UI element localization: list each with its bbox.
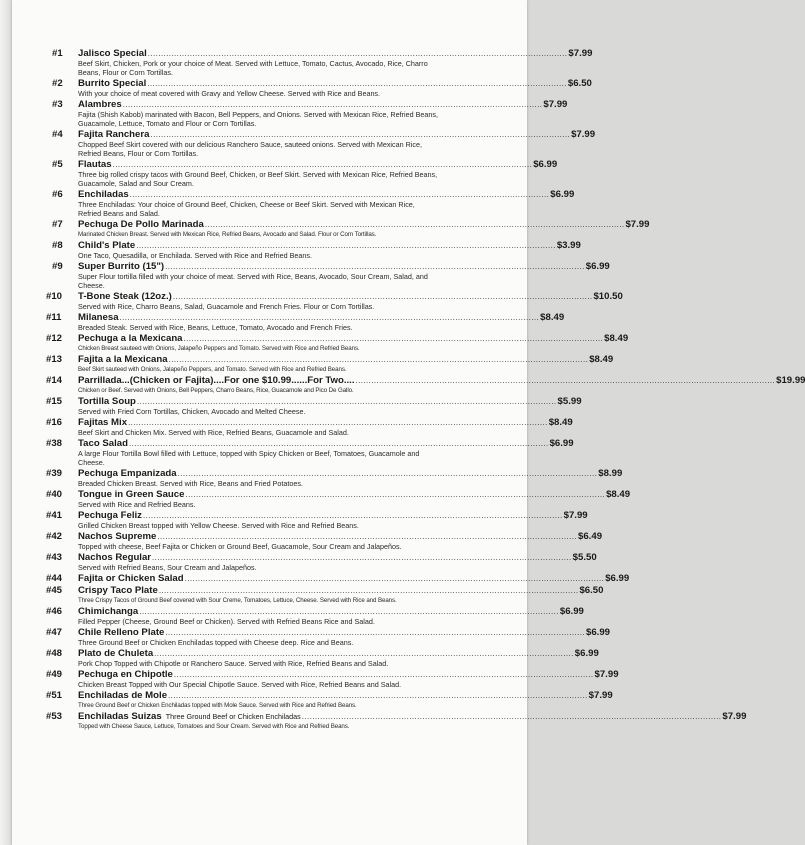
menu-item bbox=[52, 159, 558, 188]
dot-leader: ................................................................................................................................................................ bbox=[139, 607, 559, 616]
menu-item-header bbox=[46, 573, 630, 584]
item-price: $8.49 bbox=[548, 417, 573, 428]
item-name: Super Burrito (15") bbox=[78, 261, 165, 272]
dot-leader: ................................................................................................................................................................ bbox=[165, 628, 585, 637]
item-number: #13 bbox=[46, 354, 63, 365]
item-description: Topped with cheese, Beef Fajita or Chicken or Ground Beef, Guacamole, Sour Cream and Jalapeños. bbox=[78, 542, 402, 551]
menu-item bbox=[46, 627, 611, 647]
item-description: Chopped Beef Skirt covered with our delicious Ranchero Sauce, sauteed onions. Served with Mexican Rice, Refried Beans, Flour or Corn Tortillas. bbox=[78, 140, 422, 158]
item-price: $8.99 bbox=[598, 468, 623, 479]
item-number: #44 bbox=[46, 573, 63, 584]
menu-item-header bbox=[46, 489, 631, 500]
item-price: $6.50 bbox=[579, 585, 604, 596]
item-description: Beef Skirt, Chicken, Pork or your choice of Meat. Served with Lettuce, Tomato, Cactus, Avocado, Rice, Charro Beans, Flour or Corn Tortillas. bbox=[78, 59, 428, 77]
item-price: $7.99 bbox=[594, 669, 619, 680]
dot-leader: ................................................................................................................................................................ bbox=[152, 553, 572, 562]
menu-item-header bbox=[46, 510, 588, 521]
menu-item-header bbox=[46, 417, 573, 428]
item-name: Pechuga a la Mexicana bbox=[78, 333, 183, 344]
item-number: #47 bbox=[46, 627, 63, 638]
dot-leader: ................................................................................................................................................................ bbox=[119, 313, 540, 322]
item-number: #2 bbox=[52, 78, 63, 89]
item-name: Jalisco Special bbox=[78, 48, 147, 59]
item-price: $6.99 bbox=[605, 573, 630, 584]
item-description: Filled Pepper (Cheese, Ground Beef or Chicken). Served with Refried Beans Rice and Salad. bbox=[78, 617, 375, 626]
item-number: #48 bbox=[46, 648, 63, 659]
item-price: $6.99 bbox=[533, 159, 558, 170]
dot-leader: ................................................................................................................................................................ bbox=[128, 418, 548, 427]
item-description: Breaded Chicken Breast. Served with Rice, Beans and Fried Potatoes. bbox=[78, 479, 303, 488]
item-number: #3 bbox=[52, 99, 63, 110]
item-name: Tortilla Soup bbox=[78, 396, 136, 407]
dot-leader: ................................................................................................................................................................ bbox=[204, 220, 625, 229]
item-description: Served with Rice, Charro Beans, Salad, Guacamole and French Fries. Flour or Corn Tortillas. bbox=[78, 302, 375, 311]
dot-leader: ................................................................................................................................................................ bbox=[154, 649, 574, 658]
menu-item-header bbox=[46, 354, 614, 365]
item-name: Enchiladas bbox=[78, 189, 129, 200]
item-name: Enchiladas de Mole bbox=[78, 690, 168, 701]
item-name: Nachos Regular bbox=[78, 552, 152, 563]
dot-leader: ................................................................................................................................................................ bbox=[185, 490, 606, 499]
menu-item-header bbox=[46, 627, 611, 638]
menu-item bbox=[46, 690, 613, 710]
item-number: #12 bbox=[46, 333, 63, 344]
menu-item bbox=[46, 711, 747, 731]
dot-leader: ................................................................................................................................................................ bbox=[158, 586, 579, 595]
menu-item-header bbox=[46, 552, 597, 563]
menu-item-header bbox=[46, 333, 629, 344]
menu-item bbox=[46, 606, 584, 626]
item-number: #46 bbox=[46, 606, 63, 617]
menu-item bbox=[52, 261, 610, 290]
item-price: $6.49 bbox=[578, 531, 603, 542]
item-price: $7.99 bbox=[568, 48, 593, 59]
menu-item bbox=[46, 417, 573, 437]
item-price: $6.99 bbox=[574, 648, 599, 659]
item-description: Served with Fried Corn Tortillas, Chicken, Avocado and Melted Cheese. bbox=[78, 407, 306, 416]
item-price: $5.50 bbox=[572, 552, 597, 563]
item-description: Super Flour tortilla filled with your choice of meat. Served with Rice, Beans, Avocado, Sour Cream, Salad, and Cheese. bbox=[78, 272, 428, 290]
menu-item-header bbox=[52, 219, 650, 230]
item-price: $6.99 bbox=[559, 606, 584, 617]
menu-item-header bbox=[52, 99, 568, 110]
item-price: $8.49 bbox=[604, 333, 629, 344]
item-number: #42 bbox=[46, 531, 63, 542]
item-description: Grilled Chicken Breast topped with Yellow Cheese. Served with Rice and Refried Beans. bbox=[78, 521, 359, 530]
item-price: $5.99 bbox=[557, 396, 582, 407]
menu-item-header bbox=[52, 159, 558, 170]
item-number: #11 bbox=[46, 312, 62, 323]
menu-item-header bbox=[52, 78, 592, 89]
dot-leader: ................................................................................................................................................................ bbox=[129, 190, 550, 199]
menu-item bbox=[46, 573, 630, 584]
item-number: #53 bbox=[46, 711, 63, 722]
item-description: Breaded Steak. Served with Rice, Beans, Lettuce, Tomato, Avocado and French Fries. bbox=[78, 323, 353, 332]
item-name: Pechuga Empanizada bbox=[78, 468, 177, 479]
item-name: Alambres bbox=[78, 99, 122, 110]
dot-leader: ................................................................................................................................................................ bbox=[184, 574, 605, 583]
item-name: Milanesa bbox=[78, 312, 119, 323]
item-description: With your choice of meat covered with Gravy and Yellow Cheese. Served with Rice and Beans. bbox=[78, 89, 381, 98]
item-description: One Taco, Quesadilla, or Enchilada. Served with Rice and Refried Beans. bbox=[78, 251, 312, 260]
menu-item-header bbox=[46, 669, 619, 680]
item-name: Chile Relleno Plate bbox=[78, 627, 165, 638]
item-description: Beef Skirt sauteed with Onions, Jalapeño Peppers, and Tomato. Served with Rice and Refried Beans. bbox=[78, 366, 347, 373]
dot-leader: ................................................................................................................................................................ bbox=[177, 469, 598, 478]
menu-item bbox=[46, 396, 582, 416]
item-description: Served with Rice and Refried Beans. bbox=[78, 500, 196, 509]
item-price: $7.99 bbox=[563, 510, 588, 521]
item-description: Three Ground Beef or Chicken Enchiladas topped with Cheese deep. Rice and Beans. bbox=[78, 638, 354, 647]
menu-list bbox=[46, 48, 805, 732]
dot-leader: ................................................................................................................................................................ bbox=[168, 355, 589, 364]
menu-item bbox=[52, 48, 593, 77]
item-name: Chimichanga bbox=[78, 606, 139, 617]
menu-item-header bbox=[46, 648, 599, 659]
item-number: #45 bbox=[46, 585, 63, 596]
menu-item bbox=[46, 489, 631, 509]
dot-leader: ................................................................................................................................................................ bbox=[173, 670, 594, 679]
menu-item bbox=[52, 129, 596, 158]
item-price: $7.99 bbox=[722, 711, 747, 722]
item-description: Chicken or Beef. Served with Onions, Bell Peppers, Charro Beans, Rice, Guacamole and Pico De Gallo. bbox=[78, 387, 354, 394]
item-description: Three big rolled crispy tacos with Ground Beef, Chicken, or Beef Skirt. Served with Mexican Rice, Refried Beans, Guacamole, Salad and Sour Cream. bbox=[78, 170, 438, 188]
item-price: $7.99 bbox=[588, 690, 613, 701]
item-price: $7.99 bbox=[571, 129, 596, 140]
item-number: #7 bbox=[52, 219, 63, 230]
menu-item bbox=[46, 312, 565, 332]
item-price: $6.99 bbox=[585, 261, 610, 272]
item-number: #5 bbox=[52, 159, 63, 170]
item-number: #38 bbox=[46, 438, 63, 449]
item-name: Tongue in Green Sauce bbox=[78, 489, 185, 500]
item-name: T-Bone Steak (12oz.) bbox=[78, 291, 172, 302]
menu-item bbox=[52, 189, 575, 218]
item-name: Taco Salad bbox=[78, 438, 128, 449]
menu-item-header bbox=[46, 375, 805, 386]
menu-item-header bbox=[46, 711, 747, 722]
item-price: $7.99 bbox=[543, 99, 568, 110]
item-name: Burrito Special bbox=[78, 78, 147, 89]
item-name: Fajita Ranchera bbox=[78, 129, 150, 140]
item-name: Parrillada...(Chicken or Fajita)....For one $10.99......For Two.... bbox=[78, 375, 355, 386]
item-price: $19.99 bbox=[776, 375, 805, 386]
menu-item bbox=[46, 438, 574, 467]
item-name: Flautas bbox=[78, 159, 112, 170]
item-name: Pechuga Feliz bbox=[78, 510, 142, 521]
item-name: Nachos Supreme bbox=[78, 531, 157, 542]
menu-item bbox=[46, 291, 623, 311]
dot-leader: ................................................................................................................................................................ bbox=[301, 712, 722, 721]
page-edge bbox=[0, 0, 12, 845]
item-number: #16 bbox=[46, 417, 63, 428]
item-description: Beef Skirt and Chicken Mix. Served with Rice, Refried Beans, Guacamole and Salad. bbox=[78, 428, 349, 437]
item-name: Pechuga en Chipotle bbox=[78, 669, 173, 680]
dot-leader: ................................................................................................................................................................ bbox=[157, 532, 578, 541]
item-name: Fajitas Mix bbox=[78, 417, 128, 428]
menu-item-header bbox=[46, 585, 604, 596]
item-description: Three Enchiladas: Your choice of Ground Beef, Chicken, Cheese or Beef Skirt. Served with Mexican Rice, Refried Beans and Salad. bbox=[78, 200, 415, 218]
item-price: $6.99 bbox=[550, 189, 575, 200]
item-price: $6.50 bbox=[567, 78, 592, 89]
dot-leader: ................................................................................................................................................................ bbox=[136, 241, 556, 250]
item-number: #4 bbox=[52, 129, 63, 140]
item-description: Topped with Cheese Sauce, Lettuce, Tomatoes and Sour Cream. Served with Rice and Refried Beans. bbox=[78, 723, 350, 730]
menu-item-header bbox=[46, 690, 613, 701]
dot-leader: ................................................................................................................................................................ bbox=[136, 397, 557, 406]
item-description: Three Crispy Tacos of Ground Beef covered with Sour Creme, Tomatoes, Lettuce, Cheese. Served with Rice and Beans. bbox=[78, 597, 397, 604]
dot-leader: ................................................................................................................................................................ bbox=[150, 130, 571, 139]
item-description: Served with Refried Beans, Sour Cream and Jalapeños. bbox=[78, 563, 257, 572]
item-price: $8.49 bbox=[606, 489, 631, 500]
menu-item bbox=[52, 99, 568, 128]
menu-item bbox=[46, 585, 604, 605]
menu-item bbox=[46, 468, 623, 488]
item-description: Fajita (Shish Kabob) marinated with Bacon, Bell Peppers, and Onions. Served with Mexican Rice, Refried Beans, Guacamole, Lettuce, Tomato and Flour or Corn Tortillas. bbox=[78, 110, 438, 128]
dot-leader: ................................................................................................................................................................ bbox=[168, 691, 588, 700]
dot-leader: ................................................................................................................................................................ bbox=[122, 100, 543, 109]
menu-item-header bbox=[46, 531, 603, 542]
menu-item-header bbox=[52, 129, 596, 140]
item-number: #15 bbox=[46, 396, 63, 407]
dot-leader: ................................................................................................................................................................ bbox=[165, 262, 585, 271]
menu-item bbox=[46, 648, 599, 668]
item-number: #49 bbox=[46, 669, 63, 680]
menu-item bbox=[46, 552, 597, 572]
menu-item-header bbox=[52, 240, 581, 251]
item-description: Three Ground Beef or Chicken Enchiladas topped with Mole Sauce. Served with Rice and Refried Beans. bbox=[78, 702, 357, 709]
item-price: $10.50 bbox=[593, 291, 623, 302]
item-price: $8.49 bbox=[540, 312, 565, 323]
item-number: #43 bbox=[46, 552, 63, 563]
dot-leader: ................................................................................................................................................................ bbox=[355, 376, 776, 385]
menu-item-header bbox=[46, 396, 582, 407]
item-inline-description: Three Ground Beef or Chicken Enchiladas bbox=[165, 712, 301, 721]
item-price: $8.49 bbox=[589, 354, 614, 365]
dot-leader: ................................................................................................................................................................ bbox=[183, 334, 604, 343]
menu-item bbox=[46, 669, 619, 689]
menu-item-header bbox=[52, 48, 593, 59]
item-price: $6.99 bbox=[549, 438, 574, 449]
item-price: $6.99 bbox=[586, 627, 611, 638]
menu-item-header bbox=[46, 438, 574, 449]
item-number: #9 bbox=[52, 261, 63, 272]
dot-leader: ................................................................................................................................................................ bbox=[172, 292, 593, 301]
menu-page bbox=[12, 0, 805, 845]
menu-item-header bbox=[46, 291, 623, 302]
item-name: Fajita a la Mexicana bbox=[78, 354, 168, 365]
item-price: $7.99 bbox=[625, 219, 650, 230]
item-name: Pechuga De Pollo Marinada bbox=[78, 219, 204, 230]
item-price: $3.99 bbox=[556, 240, 581, 251]
item-description: Chicken Breast sauteed with Onions, Jalapeño Peppers and Tomato. Served with Rice and Refried Beans. bbox=[78, 345, 360, 352]
menu-item bbox=[46, 531, 603, 551]
item-number: #6 bbox=[52, 189, 63, 200]
item-name: Crispy Taco Plate bbox=[78, 585, 158, 596]
menu-item bbox=[52, 240, 581, 260]
menu-item-header bbox=[46, 312, 565, 323]
item-name: Enchiladas Suizas bbox=[78, 711, 162, 722]
item-name: Child's Plate bbox=[78, 240, 136, 251]
dot-leader: ................................................................................................................................................................ bbox=[128, 439, 549, 448]
item-number: #51 bbox=[46, 690, 63, 701]
dot-leader: ................................................................................................................................................................ bbox=[112, 160, 533, 169]
menu-item bbox=[52, 219, 650, 239]
dot-leader: ................................................................................................................................................................ bbox=[142, 511, 563, 520]
item-number: #40 bbox=[46, 489, 63, 500]
item-description: Marinated Chicken Breast. Served with Mexican Rice, Refried Beans, Avocado and Salad. Flour or Corn Tortillas. bbox=[78, 231, 377, 238]
menu-item bbox=[52, 78, 592, 98]
item-number: #8 bbox=[52, 240, 63, 251]
item-description: Pork Chop Topped with Chipotle or Ranchero Sauce. Served with Rice, Refried Beans and Salad. bbox=[78, 659, 389, 668]
menu-item bbox=[46, 510, 588, 530]
item-number: #14 bbox=[46, 375, 63, 386]
menu-item-header bbox=[46, 606, 584, 617]
item-name: Fajita or Chicken Salad bbox=[78, 573, 184, 584]
item-description: A large Flour Tortilla Bowl filled with Lettuce, topped with Spicy Chicken or Beef, Tomatoes, Guacamole and Cheese. bbox=[78, 449, 420, 467]
dot-leader: ................................................................................................................................................................ bbox=[147, 49, 568, 58]
item-number: #1 bbox=[52, 48, 63, 59]
menu-item bbox=[46, 333, 629, 353]
item-name: Plato de Chuleta bbox=[78, 648, 154, 659]
menu-item-header bbox=[46, 468, 623, 479]
menu-item-header bbox=[52, 189, 575, 200]
menu-item bbox=[46, 354, 614, 374]
dot-leader: ................................................................................................................................................................ bbox=[147, 79, 567, 88]
item-number: #39 bbox=[46, 468, 63, 479]
menu-item-header bbox=[52, 261, 610, 272]
item-description: Chicken Breast Topped with Our Special Chipotle Sauce. Served with Rice, Refried Beans and Salad. bbox=[78, 680, 402, 689]
menu-item bbox=[46, 375, 805, 395]
item-number: #41 bbox=[46, 510, 63, 521]
item-number: #10 bbox=[46, 291, 63, 302]
